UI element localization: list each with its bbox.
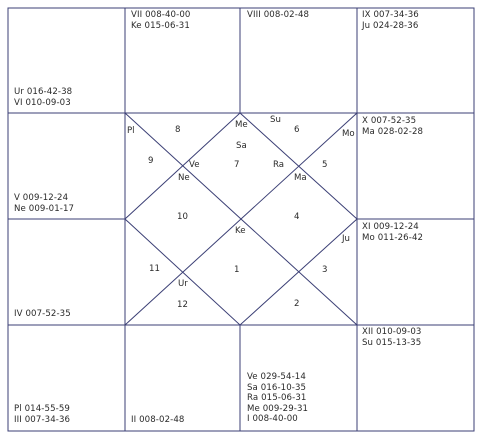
cell-left-3 bbox=[14, 309, 71, 320]
cell-line: Ra 015-06-31 bbox=[247, 393, 307, 404]
cell-right-3 bbox=[362, 222, 423, 243]
cell-bottom-2 bbox=[131, 415, 184, 426]
planet-label: Me bbox=[235, 120, 248, 130]
cell-line: Ur 016-42-38 bbox=[14, 87, 73, 97]
house-number-7: 7 bbox=[234, 160, 240, 170]
cell-line: Ne 009-01-17 bbox=[14, 203, 75, 214]
planet-label: Ju bbox=[342, 234, 350, 244]
cell-line: XII 010-09-03 bbox=[362, 327, 422, 337]
house-number-12: 12 bbox=[177, 300, 188, 310]
cell-bottom-3 bbox=[247, 372, 308, 425]
planet-label: Ma bbox=[294, 173, 307, 183]
cell-line: Mo 011-26-42 bbox=[362, 232, 424, 243]
cell-line: Me 009-29-31 bbox=[247, 403, 309, 414]
cell-line: Su 015-13-35 bbox=[362, 337, 422, 348]
house-number-3: 3 bbox=[322, 265, 328, 275]
planet-label: Ra bbox=[273, 160, 285, 170]
planet-label: Su bbox=[270, 115, 281, 125]
cell-line: X 007-52-35 bbox=[362, 116, 417, 126]
cell-line: III 007-34-36 bbox=[14, 414, 71, 425]
house-number-6: 6 bbox=[294, 125, 300, 135]
cell-top-3 bbox=[247, 10, 309, 21]
cell-line: Ma 028-02-28 bbox=[362, 126, 424, 137]
cell-line: Ju 024-28-36 bbox=[362, 20, 419, 31]
cell-line: Ke 015-06-31 bbox=[131, 20, 190, 31]
house-number-5: 5 bbox=[322, 160, 328, 170]
cell-bottom-right bbox=[362, 327, 421, 348]
house-number-9: 9 bbox=[148, 156, 154, 166]
house-number-4: 4 bbox=[294, 212, 300, 222]
planet-label: Ve bbox=[189, 160, 200, 170]
cell-line: I 008-40-00 bbox=[247, 414, 298, 425]
cell-top-left bbox=[14, 87, 72, 108]
planet-label: Ne bbox=[178, 173, 190, 183]
cell-right-2 bbox=[362, 116, 423, 137]
house-number-8: 8 bbox=[175, 125, 181, 135]
cell-line: XI 009-12-24 bbox=[362, 222, 419, 232]
cell-line: Pl 014-55-59 bbox=[14, 404, 70, 414]
planet-label: Pl bbox=[127, 126, 135, 136]
cell-line: IV 007-52-35 bbox=[14, 309, 71, 319]
cell-line: II 008-02-48 bbox=[131, 415, 185, 425]
house-number-2: 2 bbox=[294, 299, 300, 309]
cell-line: VI 010-09-03 bbox=[14, 97, 71, 108]
cell-line: VII 008-40-00 bbox=[131, 10, 191, 20]
cell-left-2 bbox=[14, 193, 74, 214]
planet-label: Ur bbox=[178, 279, 188, 289]
house-number-10: 10 bbox=[177, 212, 188, 222]
house-number-1: 1 bbox=[234, 265, 240, 275]
house-number-11: 11 bbox=[149, 264, 160, 274]
cell-line: V 009-12-24 bbox=[14, 193, 69, 203]
planet-label: Sa bbox=[236, 141, 247, 151]
cell-line: Ve 029-54-14 bbox=[247, 372, 306, 382]
planet-label: Ke bbox=[235, 226, 246, 236]
cell-line: Sa 016-10-35 bbox=[247, 382, 307, 393]
cell-line: IX 007-34-36 bbox=[362, 10, 419, 20]
cell-line: VIII 008-02-48 bbox=[247, 10, 310, 20]
cell-top-2 bbox=[131, 10, 190, 31]
planet-label: Mo bbox=[342, 129, 355, 139]
cell-top-right bbox=[362, 10, 419, 31]
cell-bottom-left bbox=[14, 404, 70, 425]
